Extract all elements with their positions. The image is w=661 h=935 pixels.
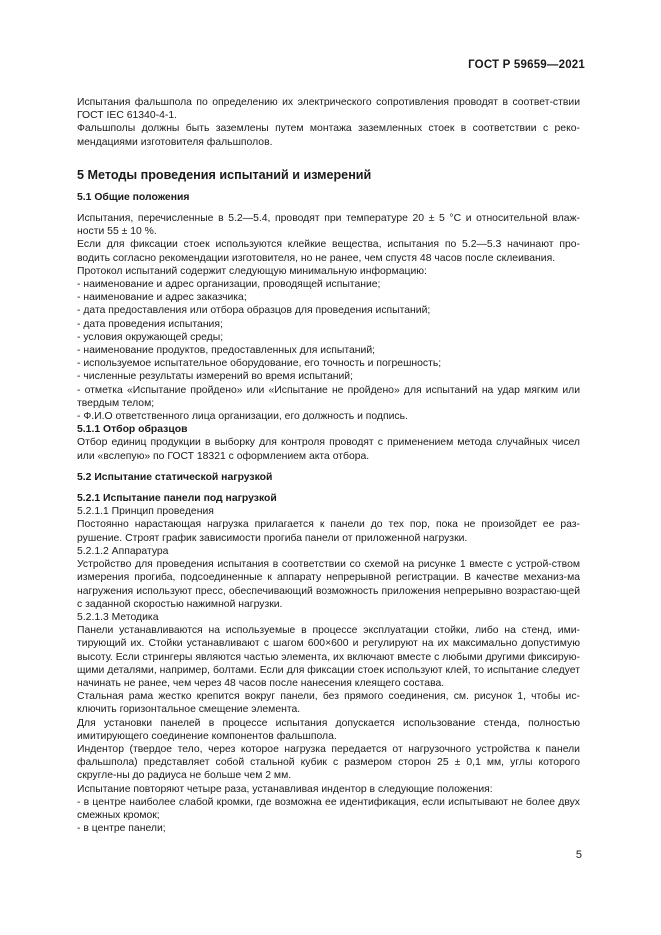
section-5-2-1-3-heading: 5.2.1.3 Методика [77,611,159,623]
protocol-item: - численные результаты измерений во время испытаний; [77,371,353,383]
section-5-1-paragraph-2: Если для фиксации стоек используются клейкие вещества, испытания по 5.2—5.3 начинают про-водить согласно рекомендации изготовителя, но не ранее, чем спустя 48 часов после склеивания. [77,239,580,264]
section-5-2-1-3-paragraph-1: Панели устанавливаются на используемые в процессе эксплуатации стойки, либо на стенд, ими-тирующий их. Стойки устанавливают с шагом 600×600 и регулируют на их максимально допустимую высоту. Если стрингеры являются частью элемента, их включают вместе с любыми другими фиксирую-щими деталями, например, болтами. Если для фиксации стоек используют клей, то испытание следует начинать не ранее, чем через 48 часов после нанесения клеящего состава. [77,625,580,689]
section-5-1-paragraph-3: Протокол испытаний содержит следующую минимальную информацию: [77,265,427,277]
section-5-2-1-3-paragraph-3: Для установки панелей в процессе испытания допускается использование стенда, полностью имитирующего соединение компонентов фальшпола. [77,717,580,742]
protocol-item: - дата проведения испытания; [77,318,223,330]
section-5-2-1-3-paragraph-5: Испытание повторяют четыре раза, устанавливая индентор в следующие положения: [77,783,493,795]
protocol-item: - наименование продуктов, предоставленных для испытаний; [77,345,376,357]
protocol-item: - используемое испытательное оборудование, его точность и погрешность; [77,358,442,370]
document-body [77,96,580,835]
protocol-item: - дата предоставления или отбора образцов для проведения испытаний; [77,305,431,317]
section-5-2-1-3-paragraph-2: Стальная рама жестко крепится вокруг панели, без прямого соединения, см. рисунок 1, чтобы ис-ключить горизонтальное смещение элемента. [77,691,580,716]
intro-paragraph-1: Испытания фальшпола по определению их электрического сопротивления проводят в соответ-ствии ГОСТ IEC 61340-4-1. [77,97,580,122]
section-5-2-1-1-paragraph: Постоянно нарастающая нагрузка прилагается к панели до тех пор, пока не произойдет ее раз-рушение. Строят график зависимости прогиба панели от приложенной нагрузки. [77,519,580,544]
page-number: 5 [575,849,582,861]
section-5-2-heading: 5.2 Испытание статической нагрузкой [77,471,273,483]
section-5-1-1-paragraph: Отбор единиц продукции в выборку для контроля проводят с применением метода случайных чисел или «вслепую» по ГОСТ 18321 с оформлением акта отбора. [77,437,580,462]
section-5-2-1-heading: 5.2.1 Испытание панели под нагрузкой [77,493,277,505]
section-5-2-1-1-heading: 5.2.1.1 Принцип проведения [77,506,214,518]
section-5-2-1-3-paragraph-4: Индентор (твердое тело, через которое нагрузка передается от нагрузочного устройства к панели фальшпола) представляет собой стальной кубик с размером сторон 25 ± 0,1 мм, углы которого скругле-ны до радиуса не больше чем 2 мм. [77,743,580,782]
position-item: - в центре наиболее слабой кромки, где возможна ее идентификация, если испытывают не более двух смежных кромок; [77,796,580,821]
protocol-item: - наименование и адрес организации, проводящей испытание; [77,279,381,291]
position-item: - в центре панели; [77,823,166,835]
section-5-2-1-2-paragraph: Устройство для проведения испытания в соответствии со схемой на рисунке 1 вместе с устрой-ством измерения прогиба, подсоединенные к аппарату непрерывной регистрации. В качестве механиз-ма нагружения используют пресс, обеспечивающий возможность приложения непрерывно возрастаю-щей с заданной скоростью нажимной нагрузки. [77,559,580,610]
section-5-1-paragraph-1: Испытания, перечисленные в 5.2—5.4, проводят при температуре 20 ± 5 °С и относительной влаж-ности 55 ± 10 %. [77,213,580,238]
standard-code: ГОСТ Р 59659—2021 [468,59,585,71]
intro-paragraph-2: Фальшполы должны быть заземлены путем монтажа заземленных стоек в соответствии с реко-мендациями изготовителя фальшполов. [77,123,580,148]
protocol-item: - Ф.И.О ответственного лица организации, его должность и подпись. [77,411,408,423]
protocol-item: - отметка «Испытание пройдено» или «Испытание не пройдено» для испытаний на удар мягким или твердым телом; [77,384,580,409]
section-5-1-heading: 5.1 Общие положения [77,191,190,203]
section-5-2-1-2-heading: 5.2.1.2 Аппаратура [77,545,169,557]
protocol-item: - условия окружающей среды; [77,331,224,343]
section-5-1-1-heading: 5.1.1 Отбор образцов [77,424,188,436]
protocol-item: - наименование и адрес заказчика; [77,292,247,304]
section-5-heading: 5 Методы проведения испытаний и измерений [77,167,372,182]
